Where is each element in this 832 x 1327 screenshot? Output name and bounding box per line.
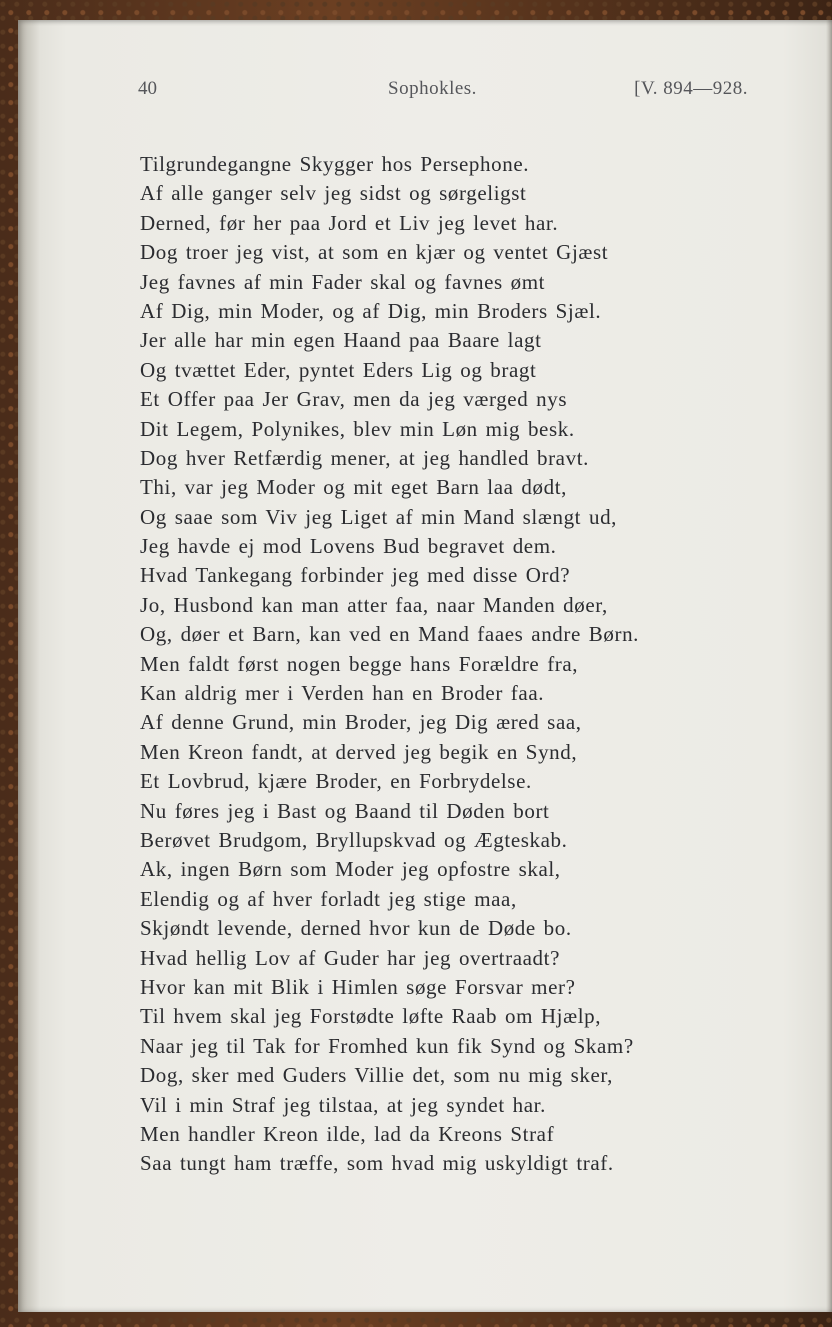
verse-line: Derned, før her paa Jord et Liv jeg levet har. — [140, 210, 559, 235]
verse-line: Vil i min Straf jeg tilstaa, at jeg syndet har. — [140, 1092, 546, 1117]
verse-line: Og tvættet Eder, pyntet Eders Lig og bragt — [140, 357, 537, 382]
verse-line: Dog hver Retfærdig mener, at jeg handled bravt. — [140, 445, 589, 470]
running-head — [138, 78, 748, 108]
verse-line: Hvad hellig Lov af Guder har jeg overtraadt? — [140, 945, 560, 970]
verse-line: Dit Legem, Polynikes, blev min Løn mig besk. — [140, 416, 575, 441]
verse-line: Tilgrundegangne Skygger hos Persephone. — [140, 152, 530, 176]
page-number: 40 — [138, 78, 157, 99]
verse-line: Kan aldrig mer i Verden han en Broder faa. — [140, 681, 545, 706]
verse-line: Til hvem skal jeg Forstødte løfte Raab om Hjælp, — [140, 1004, 602, 1029]
verse-line: Et Lovbrud, kjære Broder, en Forbrydelse. — [140, 769, 532, 794]
gutter-shadow — [18, 20, 40, 1312]
verse-line: Ak, ingen Børn som Moder jeg opfostre skal, — [140, 857, 561, 882]
verse-line: Af Dig, min Moder, og af Dig, min Broders Sjæl. — [140, 298, 602, 323]
verse-line: Og, døer et Barn, kan ved en Mand faaes andre Børn. — [140, 622, 640, 647]
verse-line: Men Kreon fandt, at derved jeg begik en Synd, — [140, 739, 578, 764]
verse-line: Hvad Tankegang forbinder jeg med disse Ord? — [140, 563, 571, 588]
verse-line: Hvor kan mit Blik i Himlen søge Forsvar mer? — [140, 974, 576, 999]
verse-line: Berøvet Brudgom, Bryllupskvad og Ægteskab. — [140, 827, 568, 852]
verse-line: Jeg havde ej mod Lovens Bud begravet dem. — [140, 534, 557, 559]
verse-line: Og saae som Viv jeg Liget af min Mand slængt ud, — [140, 504, 618, 529]
running-title: Sophokles. — [388, 78, 477, 99]
verse-line: Af denne Grund, min Broder, jeg Dig æred saa, — [140, 710, 582, 735]
verse-line: Et Offer paa Jer Grav, men da jeg værged nys — [140, 387, 568, 412]
verse-line: Jo, Husbond kan man atter faa, naar Manden døer, — [140, 592, 608, 617]
verse-line: Thi, var jeg Moder og mit eget Barn laa dødt, — [140, 475, 567, 500]
verse-line: Men handler Kreon ilde, lad da Kreons Straf — [140, 1121, 555, 1146]
verse-line: Saa tungt ham træffe, som hvad mig uskyldigt traf. — [140, 1151, 614, 1176]
verse-line: Naar jeg til Tak for Fromhed kun fik Synd og Skam? — [140, 1033, 634, 1058]
page-edge — [826, 20, 832, 1312]
verse-text — [140, 150, 780, 1179]
verse-line: Elendig og af hver forladt jeg stige maa, — [140, 886, 517, 911]
verse-line: Dog, sker med Guders Villie det, som nu mig sker, — [140, 1063, 614, 1088]
verse-line: Af alle ganger selv jeg sidst og sørgeligst — [140, 181, 527, 206]
verse-line: Jer alle har min egen Haand paa Baare lagt — [140, 328, 542, 353]
verse-line: Skjøndt levende, derned hvor kun de Døde bo. — [140, 916, 572, 941]
verse-range: [V. 894—928. — [634, 78, 748, 99]
verse-line: Men faldt først nogen begge hans Forældre fra, — [140, 651, 579, 676]
verse-line: Dog troer jeg vist, at som en kjær og ventet Gjæst — [140, 240, 609, 265]
verse-line: Nu føres jeg i Bast og Baand til Døden bort — [140, 798, 550, 823]
verse-line: Jeg favnes af min Fader skal og favnes ømt — [140, 269, 546, 294]
